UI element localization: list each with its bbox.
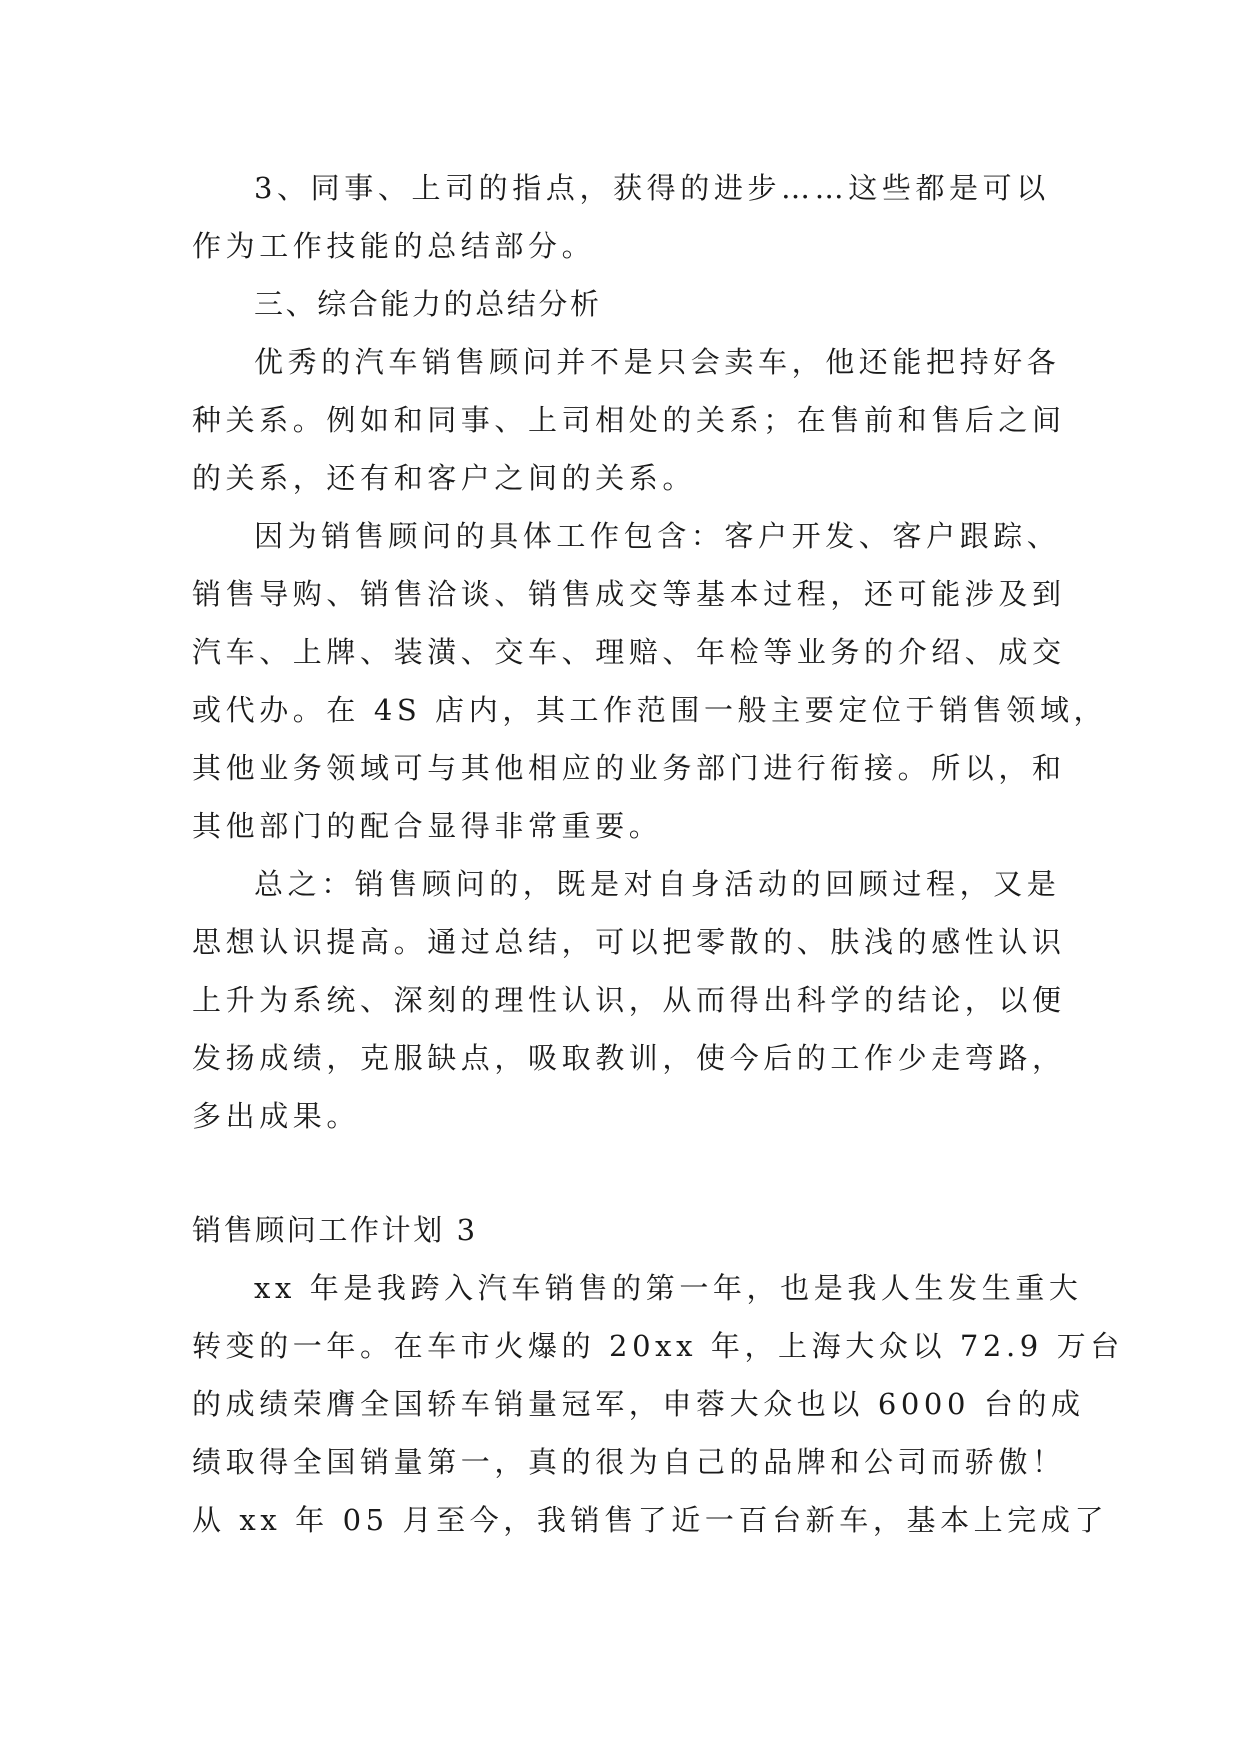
- text-line: 绩取得全国销量第一，真的很为自己的品牌和公司而骄傲！: [192, 1445, 1066, 1479]
- text-line: 的成绩荣膺全国轿车销量冠军，申蓉大众也以 6000 台的成: [192, 1387, 1085, 1421]
- text-line: 作为工作技能的总结部分。: [192, 229, 596, 263]
- text-line: 总之：销售顾问的，既是对自身活动的回顾过程，又是: [254, 867, 1061, 901]
- text-line: 思想认识提高。通过总结，可以把零散的、肤浅的感性认识: [192, 925, 1066, 959]
- text-line: 发扬成绩，克服缺点，吸取教训，使今后的工作少走弯路，: [192, 1041, 1066, 1075]
- text-line: 或代办。在 4S 店内，其工作范围一般主要定位于销售领域，: [192, 693, 1108, 727]
- text-line: 转变的一年。在车市火爆的 20xx 年，上海大众以 72.9 万台: [192, 1329, 1124, 1363]
- text-line: 上升为系统、深刻的理性认识，从而得出科学的结论，以便: [192, 983, 1066, 1017]
- section-heading: 三、综合能力的总结分析: [254, 287, 602, 321]
- text-line: 优秀的汽车销售顾问并不是只会卖车，他还能把持好各: [254, 345, 1061, 379]
- text-line: 汽车、上牌、装潢、交车、理赔、年检等业务的介绍、成交: [192, 635, 1066, 669]
- text-line: 其他业务领域可与其他相应的业务部门进行衔接。所以，和: [192, 751, 1066, 785]
- text-line: 其他部门的配合显得非常重要。: [192, 809, 663, 843]
- section-title: 销售顾问工作计划 3: [192, 1213, 478, 1247]
- text-line: 多出成果。: [192, 1099, 361, 1133]
- text-line: 的关系，还有和客户之间的关系。: [192, 461, 697, 495]
- text-line: 因为销售顾问的具体工作包含：客户开发、客户跟踪、: [254, 519, 1061, 553]
- text-line: 销售导购、销售洽谈、销售成交等基本过程，还可能涉及到: [192, 577, 1066, 611]
- text-line: 3、同事、上司的指点，获得的进步……这些都是可以: [254, 171, 1050, 205]
- text-line: 从 xx 年 05 月至今，我销售了近一百台新车，基本上完成了: [192, 1503, 1109, 1537]
- text-line: 种关系。例如和同事、上司相处的关系；在售前和售后之间: [192, 403, 1066, 437]
- text-line: xx 年是我跨入汽车销售的第一年，也是我人生发生重大: [254, 1271, 1083, 1305]
